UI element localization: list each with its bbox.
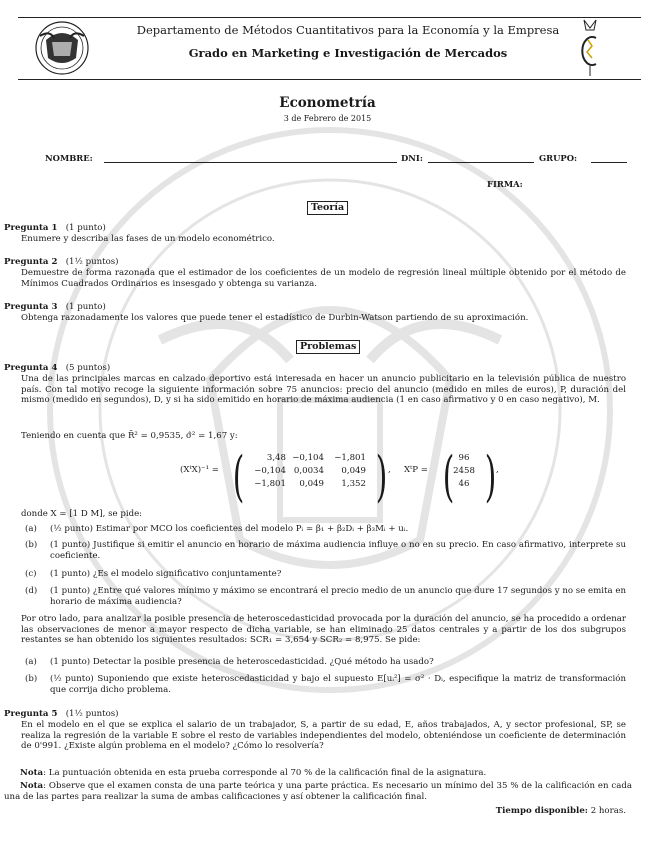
question-2-text: Demuestre de forma razonada que el estimador de los coeficientes de un modelo de regresión lineal múltiple obtenido por el método de Mínimos Cuadrados Ordinarios es insesgado y obtenga su varianza.	[21, 268, 626, 289]
list-item	[25, 540, 626, 564]
university-coat-of-arms-icon	[32, 20, 92, 76]
question-1-text: Enumere y describa las fases de un modelo econométrico.	[21, 234, 275, 244]
matrix-left-paren: (	[232, 445, 245, 508]
item-mark: (a)	[25, 657, 37, 667]
note-label: Nota	[20, 781, 44, 791]
time-label: Tiempo disponible:	[495, 806, 588, 816]
question-label: Pregunta 2	[4, 257, 58, 267]
note-1	[4, 768, 632, 779]
vector-right-paren: )	[484, 445, 497, 508]
xtx-label: (XᵗX)⁻¹ =	[180, 465, 219, 475]
list-item	[25, 569, 626, 581]
vector-left-paren: (	[442, 445, 455, 508]
item-text: (1 punto) ¿Entre qué valores mínimo y máximo se encontrará el precio medio de un anuncio que dure 17 segundos y no se emita en horario de máxima audiencia?	[50, 586, 626, 607]
matrix-cell: −1,801	[254, 479, 286, 489]
grupo-field[interactable]	[591, 162, 627, 163]
note-label: Nota	[20, 768, 44, 778]
list-item	[25, 657, 626, 669]
question-5	[4, 709, 632, 720]
vector-cell: 96	[458, 453, 470, 463]
question-4-given: Teniendo en cuenta que R̄² = 0,9535, σ̂² = 1,67 y:	[21, 431, 238, 441]
department-logo-icon	[576, 16, 604, 78]
matrix-cell: 3,48	[266, 453, 286, 463]
note-text: : Observe que el examen consta de una parte teórica y una parte práctica. Es necesario un mínimo del 35 % de la calificación en cada una de las partes para realizar la suma de ambas calificaciones y así obtener la calificación final.	[4, 781, 632, 802]
question-label: Pregunta 1	[4, 223, 58, 233]
exam-date: 3 de Febrero de 2015	[283, 114, 372, 123]
header-top-rule	[18, 17, 641, 18]
item-text: (1 punto) Detectar la posible presencia de heteroscedasticidad. ¿Qué método ha usado?	[50, 657, 434, 667]
matrix-cell: 0,0034	[293, 466, 324, 476]
item-text: (1 punto) Justifique si emitir el anuncio en horario de máxima audiencia influye o no en su precio. En caso afirmativo, interprete su coeficiente.	[50, 540, 626, 561]
matrix-right-paren: )	[375, 445, 388, 508]
question-3-text: Obtenga razonadamente los valores que puede tener el estadístico de Durbin-Watson partiendo de su aproximación.	[21, 313, 529, 323]
item-text: (1 punto) ¿Es el modelo significativo conjuntamente?	[50, 569, 282, 579]
item-text: (½ punto) Estimar por MCO los coeficientes del modelo Pᵢ = β₁ + β₂Dᵢ + β₃Mᵢ + uᵢ.	[50, 524, 409, 534]
note-2	[4, 781, 632, 802]
degree-name: Grado en Marketing e Investigación de Mercados	[188, 46, 508, 60]
question-2	[4, 257, 632, 268]
question-4-where: donde X = [1 D M], se pide:	[21, 509, 143, 519]
dni-field[interactable]	[428, 162, 534, 163]
item-mark: (d)	[25, 586, 38, 596]
vector-cell: 2458	[453, 466, 475, 476]
question-3	[4, 302, 632, 313]
matrix-cell: 1,352	[341, 479, 366, 489]
matrix-cell: −1,801	[334, 453, 366, 463]
item-mark: (a)	[25, 524, 37, 534]
dni-label: DNI:	[401, 153, 423, 163]
question-points: (1½ puntos)	[65, 257, 119, 267]
note-text: : La puntuación obtenida en esta prueba corresponde al 70 % de la calificación final de la asignatura.	[43, 768, 487, 778]
header-bottom-rule	[18, 79, 641, 80]
firma-label: FIRMA:	[487, 179, 523, 189]
question-label: Pregunta 4	[4, 363, 58, 373]
matrix-cell: −0,104	[292, 453, 324, 463]
question-label: Pregunta 5	[4, 709, 58, 719]
exam-title: Econometría	[279, 95, 376, 111]
item-text: (½ punto) Suponiendo que existe heteroscedasticidad y bajo el supuesto E[uᵢ²] = σ² · Dᵢ, especifique la matriz de transformación que corrija dicho problema.	[50, 674, 626, 695]
item-mark: (c)	[25, 569, 37, 579]
list-item	[25, 524, 626, 536]
item-mark: (b)	[25, 540, 38, 550]
list-item	[25, 586, 626, 610]
question-5-text: En el modelo en el que se explica el salario de un trabajador, S, a partir de su edad, E, años trabajados, A, y sector profesional, SP, se realiza la regresión de la variable E sobre el resto de variables independientes del modelo, obteniéndose un coeficiente de determinación de 0'991. ¿Existe algún problema en el modelo? ¿Cómo lo resolvería?	[21, 720, 626, 752]
department-name: Departamento de Métodos Cuantitativos para la Economía y la Empresa	[136, 23, 560, 37]
matrix-cell: 0,049	[299, 479, 324, 489]
question-points: (1 punto)	[65, 302, 106, 312]
nombre-field[interactable]	[104, 162, 397, 163]
nombre-label: NOMBRE:	[45, 153, 93, 163]
question-label: Pregunta 3	[4, 302, 58, 312]
question-4-intro: Una de las principales marcas en calzado deportivo está interesada en hacer un anuncio publicitario en la televisión pública de nuestro país. Con tal motivo recoge la siguiente información sobre 75 anuncios: precio del anuncio (medido en miles de euros), P, duración del mismo (medido en segundos), D, y si ha sido emitido en horario de máxima audiencia (1 en caso afirmativo y 0 en caso negativo), M.	[21, 374, 626, 406]
matrix-cell: −0,104	[254, 466, 286, 476]
question-4	[4, 363, 632, 374]
section-problemas: Problemas	[296, 340, 360, 354]
time-available	[496, 806, 626, 817]
question-1	[4, 223, 632, 234]
question-points: (5 puntos)	[65, 363, 111, 373]
xtp-label: XᵗP =	[404, 465, 428, 475]
xtx-matrix	[246, 453, 376, 498]
section-teoria: Teoría	[307, 201, 348, 215]
question-points: (1½ puntos)	[65, 709, 119, 719]
question-4-part2: Por otro lado, para analizar la posible presencia de heteroscedasticidad provocada por la duración del anuncio, se ha procedido a ordenar las observaciones de menor a mayor respecto de dicha variable, se han eliminado 25 datos centrales y a partir de los dos subgrupos restantes se han obtenido los siguientes resultados: SCR₁ = 3,654 y SCR₂ = 8,975. Se pide:	[21, 614, 626, 646]
question-points: (1 punto)	[65, 223, 106, 233]
time-value: 2 horas.	[590, 806, 626, 816]
matrix-cell: 0,049	[341, 466, 366, 476]
vector-cell: 46	[458, 479, 470, 489]
xtp-vector	[450, 453, 490, 498]
grupo-label: GRUPO:	[539, 153, 578, 163]
list-item	[25, 674, 626, 698]
item-mark: (b)	[25, 674, 38, 684]
